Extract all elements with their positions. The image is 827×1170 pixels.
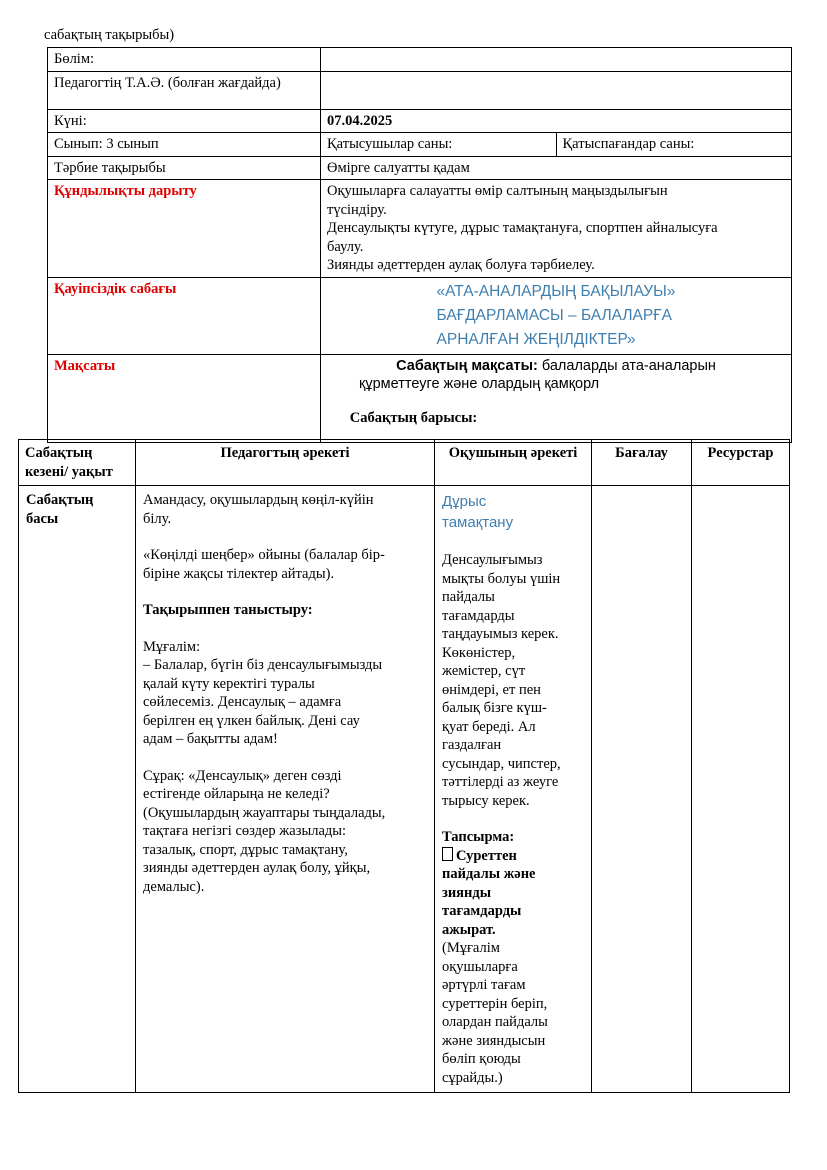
student-body-line-14: тырысу керек. xyxy=(442,792,530,809)
teacher-p2-line-2: біріне жақсы тілектер айтады). xyxy=(143,565,335,582)
intro-line: сабақтың тақырыбы) xyxy=(44,27,175,43)
cell-student-activity xyxy=(435,486,592,1093)
student-task-line-1 xyxy=(442,847,584,866)
teacher-p1-line-1: Амандасу, оқушылардың көңіл-күйін xyxy=(143,492,374,508)
column-header-resources: Ресурстар xyxy=(692,440,790,486)
student-body-line-8: өнімдері, ет пен xyxy=(442,681,541,698)
student-note-line-6: және зияндысын xyxy=(442,1032,546,1049)
student-body-line-2: мықты болуы үшін xyxy=(442,570,561,587)
value-date[interactable]: 07.04.2025 xyxy=(321,109,792,133)
aim-rest-text: балаларды ата-аналарын xyxy=(537,357,716,374)
label-safety-lesson: Қауіпсіздік сабағы xyxy=(48,277,321,354)
label-value-instilling: Құндылықты дарыту xyxy=(48,180,321,278)
value-instilling-line-4: баулу. xyxy=(327,238,364,255)
student-body-line-1: Денсаулығымыз xyxy=(442,552,543,568)
value-section[interactable] xyxy=(321,48,792,72)
value-instilling-line-5: Зиянды әдеттерден аулақ болуға тәрбиелеу. xyxy=(327,257,595,273)
table-row-grade xyxy=(48,133,792,157)
cell-resources[interactable] xyxy=(692,486,790,1093)
teacher-p2-line-1: «Көңілді шеңбер» ойыны (балалар бір- xyxy=(143,547,385,563)
column-header-stage-line-2: кезені/ уақыт xyxy=(25,463,113,480)
student-task-line-4: тағамдарды xyxy=(442,903,522,919)
student-note-line-7: бөліп қоюды xyxy=(442,1051,521,1067)
attendance-cell xyxy=(321,133,792,157)
label-upbringing-topic: Тәрбие тақырыбы xyxy=(48,156,321,180)
column-header-stage-line-1: Сабақтың xyxy=(25,445,93,461)
teacher-p5-line-1: Сұрақ: «Денсаулық» деген сөзді xyxy=(143,767,342,784)
teacher-p4-line-1: Мұғалім: xyxy=(143,638,201,655)
attendance-table xyxy=(321,133,791,156)
aim-line-1 xyxy=(327,357,785,376)
lesson-header-table xyxy=(47,47,792,443)
student-task-label: Тапсырма: xyxy=(442,829,515,845)
safety-title-line-2: БАҒДАРЛАМАСЫ – БАЛАЛАРҒА xyxy=(436,306,672,324)
aim-strong-label: Сабақтың мақсаты: xyxy=(396,357,538,374)
teacher-spacer-3 xyxy=(143,620,427,638)
value-aim xyxy=(321,354,792,442)
teacher-p5-line-3: (Оқушылардың жауаптары тыңдалады, xyxy=(143,804,386,821)
stage-line-2: басы xyxy=(26,510,59,527)
student-spacer-2 xyxy=(442,810,584,828)
student-body-line-7: жемістер, сүт xyxy=(442,663,526,679)
student-note-line-3: әртүрлі тағам xyxy=(442,977,526,993)
student-activity-title xyxy=(442,491,584,533)
teacher-p4-line-5: берілген ең үлкен байлық. Дені сау xyxy=(143,712,360,729)
table-row-safety-lesson xyxy=(48,277,792,354)
safety-title-line-1: «АТА-АНАЛАРДЫҢ БАҚЫЛАУЫ» xyxy=(436,282,676,300)
student-body-line-10: қуат береді. Ал xyxy=(442,718,536,735)
label-present-count: Қатысушылар саны: xyxy=(321,133,556,156)
student-note-line-1: (Мұғалім xyxy=(442,940,500,956)
teacher-p5-line-5: тазалық, спорт, дұрыс тамақтану, xyxy=(143,841,348,858)
value-safety-lesson xyxy=(321,277,792,354)
table-row-date xyxy=(48,109,792,133)
student-body-line-3: пайдалы xyxy=(442,589,495,605)
section-caption: Сабақтың барысы: xyxy=(349,410,478,426)
table-header-row xyxy=(19,440,790,486)
student-body-line-6: Көкөністер, xyxy=(442,644,516,661)
table-row xyxy=(19,486,790,1093)
label-grade: Сынып: 3 сынып xyxy=(48,133,321,157)
teacher-spacer-1 xyxy=(143,528,427,546)
cell-teacher-activity xyxy=(136,486,435,1093)
teacher-p1-line-2: білу. xyxy=(143,510,172,527)
student-body-line-11: газдалған xyxy=(442,737,502,753)
teacher-subheading-topic-intro: Тақырыппен таныстыру: xyxy=(143,602,313,618)
column-header-assessment: Бағалау xyxy=(592,440,692,486)
student-title-line-2: тамақтану xyxy=(442,514,514,531)
value-teacher-name[interactable] xyxy=(321,71,792,109)
table-row-teacher-name xyxy=(48,71,792,109)
student-note-line-8: сұрайды.) xyxy=(442,1069,503,1086)
teacher-p5-line-4: тақтаға негізгі сөздер жазылады: xyxy=(143,823,347,839)
teacher-spacer-4 xyxy=(143,749,427,767)
teacher-p4-line-6: адам – бақытты адам! xyxy=(143,731,278,747)
column-header-stage xyxy=(19,440,136,486)
value-instilling-line-1: Оқушыларға салауатты өмір салтының маңыздылығын xyxy=(327,183,668,199)
student-body-line-13: тәттілерді аз жеуге xyxy=(442,774,559,790)
teacher-spacer-2 xyxy=(143,583,427,601)
value-upbringing-topic[interactable]: Өмірге салуатты қадам xyxy=(321,156,792,180)
student-spacer-1 xyxy=(442,533,584,551)
teacher-p5-line-7: демалыс). xyxy=(143,878,205,895)
safety-title-line-3: АРНАЛҒАН ЖЕҢІЛДІКТЕР» xyxy=(436,330,636,348)
student-task-line-1-text: Суреттен xyxy=(456,847,517,864)
aim-line-2: құрметтеуге және олардың қамқорл xyxy=(359,376,600,392)
safety-lesson-title xyxy=(437,280,676,352)
student-note-line-2: оқушыларға xyxy=(442,958,518,975)
cell-stage xyxy=(19,486,136,1093)
teacher-p4-line-3: қалай күту керектігі туралы xyxy=(143,675,315,692)
student-body-line-5: таңдауымыз керек. xyxy=(442,626,559,642)
table-row-upbringing-topic xyxy=(48,156,792,180)
student-body-line-9: балық бізге күш- xyxy=(442,700,547,716)
value-instilling-line-2: түсіндіру. xyxy=(327,201,387,218)
label-teacher-name: Педагогтің Т.А.Ә. (болған жағдайда) xyxy=(48,71,321,109)
label-date: Күні: xyxy=(48,109,321,133)
student-task-line-2: пайдалы және xyxy=(442,866,536,882)
student-body-line-4: тағамдарды xyxy=(442,607,515,624)
teacher-p4-line-4: сөйлесеміз. Денсаулық – адамға xyxy=(143,694,342,710)
table-row-value-instilling xyxy=(48,180,792,278)
missing-glyph-icon xyxy=(442,847,453,861)
column-header-teacher-activity: Педагогтың әрекеті xyxy=(136,440,435,486)
student-title-line-1: Дұрыс xyxy=(442,493,487,510)
lesson-flow-table xyxy=(18,439,790,1093)
table-row-section xyxy=(48,48,792,72)
student-note-line-4: суреттерін беріп, xyxy=(442,995,548,1012)
value-instilling-line-3: Денсаулықты күтуге, дұрыс тамақтануға, спортпен айналысуға xyxy=(327,220,718,236)
cell-assessment[interactable] xyxy=(592,486,692,1093)
label-absent-count: Қатыспағандар саны: xyxy=(562,136,695,152)
table-row-aim xyxy=(48,354,792,442)
teacher-p4-line-2: – Балалар, бүгін біз денсаулығымызды xyxy=(143,657,383,673)
label-section: Бөлім: xyxy=(48,48,321,72)
label-aim: Мақсаты xyxy=(48,354,321,442)
student-body-line-12: сусындар, чипстер, xyxy=(442,755,561,772)
student-task-line-5: ажырат. xyxy=(442,921,496,938)
value-value-instilling xyxy=(321,180,792,278)
stage-line-1: Сабақтың xyxy=(26,492,94,508)
student-task-line-3: зиянды xyxy=(442,884,492,901)
teacher-p5-line-2: естігенде ойларыңа не келеді? xyxy=(143,786,330,802)
column-header-student-activity: Оқушының әрекеті xyxy=(435,440,592,486)
teacher-p5-line-6: зиянды әдеттерден аулақ болу, ұйқы, xyxy=(143,860,371,876)
student-note-line-5: олардан пайдалы xyxy=(442,1014,548,1030)
